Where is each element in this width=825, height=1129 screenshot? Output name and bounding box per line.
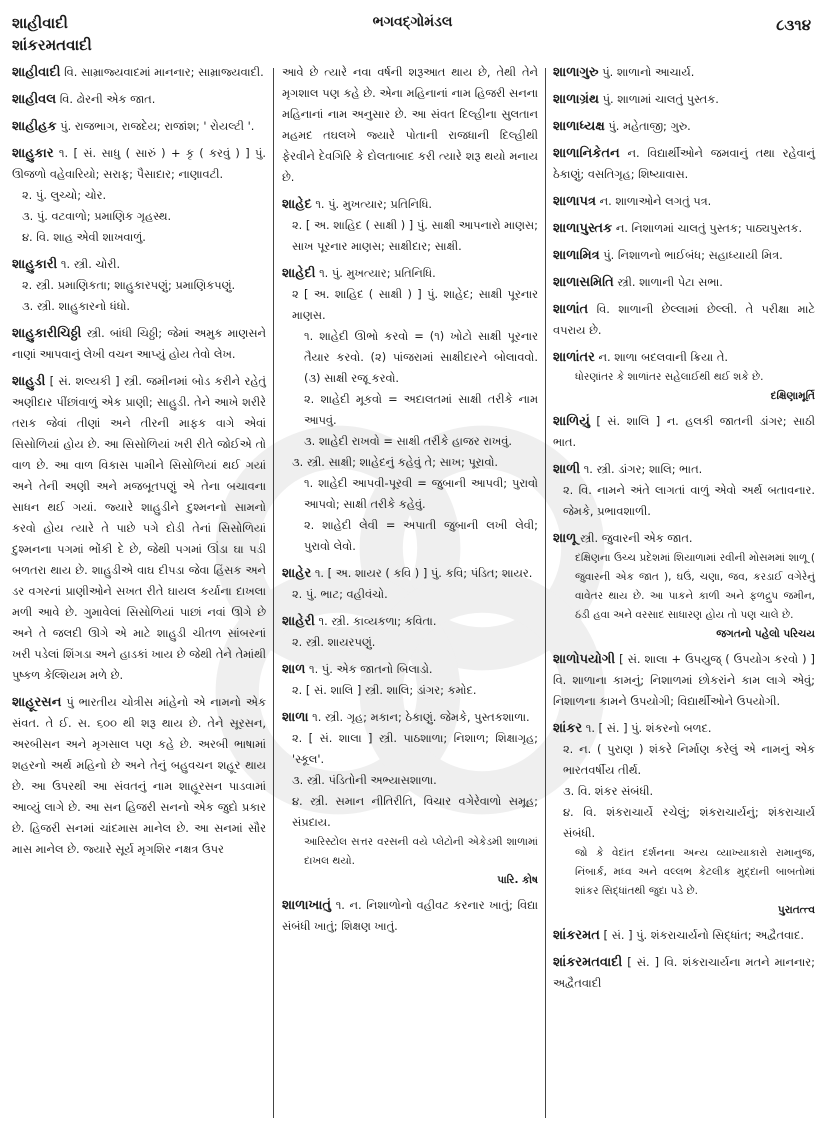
definition-text: ૧. ન. નિશાળોનો વહીવટ કરનાર ખાતું; વિદ્યા સંબંધી ખાતું; શિક્ષણ ખાતું. — [282, 898, 539, 933]
headword: શાળાપત્ર — [553, 194, 596, 209]
dictionary-entry — [282, 62, 538, 188]
headword: શાળાગુરુ — [553, 65, 599, 80]
headword: શાંકર — [553, 721, 583, 736]
dictionary-entry — [553, 925, 815, 946]
page-number: ૮૩૧૪ — [776, 16, 811, 34]
definition-text: સ્ત્રી. જુવારની એક જાત. — [579, 531, 693, 545]
definition-text: ૧. પું. મુખત્યાર; પ્રતિનિધિ. — [319, 266, 436, 280]
sense-text: ૨ [ અ. શાહિદ ( સાક્ષી ) ] પું. શાહેદ; સાક્ષી પૂરનાર માણસ. — [292, 287, 538, 322]
headword: શાહીવલ — [12, 92, 57, 107]
definition-text: ૧. [ અ. શાયર ( કવિ ) ] પું. કવિ; પંડિત; શાયર. — [314, 566, 533, 580]
headword: શાહીવાદી — [12, 65, 61, 80]
quote-source: જગતનો પહેલો પરિચય — [716, 628, 815, 640]
sense-text: ૨. [ સં. શાલિ ] સ્ત્રી. શાલિ; ડાંગર; કમોદ. — [292, 683, 477, 697]
dictionary-columns — [0, 62, 825, 1129]
dictionary-entry — [553, 299, 815, 341]
headword: શાળા — [282, 710, 309, 725]
sense-text: ૨. વિ. નામને અંતે લાગતાં વાળું એવો અર્થ બતાવનાર. જેમકે, પ્રભાવશાળી. — [563, 483, 815, 518]
dictionary-entry — [282, 707, 538, 889]
definition-text: ૧. પું. મુખત્યાર; પ્રતિનિધિ. — [315, 197, 433, 211]
sense-text: ૨. પું. લુચ્ચો; ચોર. — [22, 188, 107, 202]
dictionary-entry — [282, 194, 538, 257]
headword: શાળોપયોગી — [553, 652, 616, 667]
column-left — [12, 62, 266, 866]
sense-text: ૩. વિ. શંકર સંબંધી. — [563, 784, 654, 798]
idiom-text: ૧. શાહેદી આપવી-પૂરવી = જુબાની આપવી; પુરાવો આપવો; સાક્ષી તરીકે કહેવું. — [304, 476, 538, 511]
idiom-text: ૧. શાહેદી ઊભો કરવો = (૧) ખોટો સાક્ષી પૂરનાર તૈયાર કરવો. (૨) પાંજરામાં સાક્ષીદારને બોલાવવો. (૩) સાક્ષી રજૂ કરવો. — [304, 329, 538, 385]
definition-text: વિ. ઢોરની એક જાત. — [59, 92, 156, 106]
definition-text: [ સં. ] વિ. શંકરાચાર્યના મતને માનનાર; અદ્વૈતવાદી — [553, 955, 816, 990]
definition-text: સ્ત્રી. શાળાની પેટા સભા. — [617, 275, 723, 289]
dictionary-entry — [282, 895, 538, 937]
definition-text: ન. શાળા બદલવાની ક્રિયા તે. — [598, 350, 729, 364]
dictionary-entry — [12, 89, 266, 110]
sense-text: ૨. [ સં. શાલા ] સ્ત્રી. પાઠશાળા; નિશાળ; શિક્ષાગૃહ; 'સ્કૂલ'. — [292, 731, 538, 766]
dictionary-entry — [282, 263, 538, 557]
quote-source: પારિ. કોષ — [497, 874, 538, 886]
headword: શાળાપુસ્તક — [553, 221, 613, 236]
sense-text: ૩. સ્ત્રી. શાહુકારનો ધંધો. — [22, 299, 131, 313]
sense-text: ૪. સ્ત્રી. સમાન નીતિરીતિ, વિચાર વગેરેવાળો સમૂહ; સંપ્રદાય. — [292, 794, 538, 829]
definition-text: વિ. સામ્રાજ્યવાદમાં માનનાર; સામ્રાજ્યવાદી. — [64, 65, 264, 79]
dictionary-entry — [553, 62, 815, 83]
dictionary-entry — [282, 563, 538, 605]
dictionary-entry — [553, 143, 815, 185]
dictionary-entry — [12, 692, 266, 860]
definition-text: ૧. [ સં. ] પું. શંકરનો બળદ. — [585, 721, 712, 735]
dictionary-entry — [553, 718, 815, 919]
dictionary-entry — [12, 323, 266, 365]
headword: શાહુકારી — [12, 257, 58, 272]
headword: શાહેરી — [282, 614, 315, 629]
dictionary-entry — [553, 89, 815, 110]
headword: શાળૂ — [553, 531, 577, 546]
sense-text: ૩. સ્ત્રી. પંડિતોની અભ્યાસશાળા. — [292, 773, 437, 787]
definition-text: ૧. સ્ત્રી. ગૃહ; મકાન; ઠેકાણું. જેમકે, પુસ્તકશાળા. — [312, 710, 530, 724]
definition-text: સ્ત્રી. બાંધી ચિઠ્ઠી; જેમાં અમુક માણસને નાણાં આપવાનું લેખી વચન આપ્યું હોય તેવો લેખ. — [12, 326, 267, 361]
headword: શાહુકારીચિઠ્ઠી — [12, 326, 82, 341]
usage-quote: આરિસ્ટોલ સત્તર વરસની વયે પ્લેટોની એકેડમી શાળામાં દાખલ થયો. — [304, 836, 538, 867]
dictionary-entry — [553, 272, 815, 293]
dictionary-entry — [12, 143, 266, 248]
dictionary-entry — [553, 245, 815, 266]
definition-text: પું. મહેતાજી; ગુરુ. — [608, 119, 691, 133]
dictionary-entry — [553, 191, 815, 212]
headword: શાળી — [553, 462, 581, 477]
headword: શાહેદી — [282, 266, 316, 281]
definition-text: [ સં. શાલા + ઉપયુજ્ ( ઉપયોગ કરવો ) ] વિ. શાળાના કામનું; નિશાળમાં છોકરાંને કામ લાગે એવું; નિશાળના કામને ઉપયોગી; વિદ્યાર્થીઓને ઉપયોગી. — [553, 652, 815, 708]
definition-text: પું. રાજભાગ, રાજદેય; રાજાંશ; ' રોયલ્ટી '. — [60, 119, 255, 133]
headword: શાળાખાતું — [282, 898, 332, 913]
sense-text: ૨. ન. ( પુરાણ ) શંકરે નિર્માણ કરેલું એ નામનું એક ભારતવર્ષીય તીર્થ. — [563, 742, 815, 777]
definition-text: આવે છે ત્યારે નવા વર્ષની શરૂઆત થાય છે, તેથી તેને મૃગશાલ પણ કહે છે. એના મહિનાનાં નામ હિજરી સનના મહિનાનાં નામ અનુસાર છે. આ સંવત દિલ્હીના સુલતાન મહમદ તઘલખે જ્યારે પોતાની રાજધાની દિલ્હીથી ફેરવીને દેવગિરિ કે દોલતાબાદ કરી ત્યારે શરૂ થયો મનાય છે. — [282, 65, 538, 184]
dictionary-entry — [12, 371, 266, 686]
definition-text: પું. શાળામાં ચાલતું પુસ્તક. — [602, 92, 719, 106]
sense-text: ૩. સ્ત્રી. સાક્ષી; શાહેદનું કહેવું તે; સાખ; પૂરાવો. — [292, 455, 499, 469]
definition-text: ન. વિદ્યાર્થીઓને જમવાનું તથા રહેવાનું ઠેકાણું; વસતિગૃહ; શિષ્યાવાસ. — [553, 146, 815, 181]
headword: શાહુકાર — [12, 146, 54, 161]
headword: શાંકરમત — [553, 928, 600, 943]
idiom-text: ૨. શાહેદી મૂકવો = અદાલતમાં સાક્ષી તરીકે નામ આપવું. — [304, 392, 538, 427]
sense-text: ૪. વિ. શાહ એવી શાખવાળું. — [22, 230, 146, 244]
usage-quote: જો કે વેદાંત દર્શનના અન્ય વ્યાખ્યાકારો રામાનુજ, નિંબાર્ક, મધ્વ અને વલ્લભ કેટલીક મુદ્દાની બાબતોમાં શાંકર સિદ્ધાંતથી જુદા પડે છે. — [575, 847, 815, 897]
dictionary-entry — [12, 116, 266, 137]
guide-word-last: શાંકરમતવાદી — [12, 36, 92, 54]
dictionary-entry — [553, 649, 815, 712]
dictionary-entry — [553, 347, 815, 405]
idiom-text: ૩. શાહેદી રાખવો = સાક્ષી તરીકે હાજર રાખવું. — [304, 434, 512, 448]
dictionary-entry — [12, 62, 266, 83]
column-divider — [273, 68, 274, 1118]
definition-text: [ સં. શાલિ ] ન. હલકી જાતની ડાંગર; સાઠી ભાત. — [553, 414, 815, 449]
column-right — [553, 62, 815, 1000]
headword: શાહુડી — [12, 374, 46, 389]
dictionary-entry — [553, 218, 815, 239]
definition-text: પું. નિશાળનો ભાઈબંધ; સહાધ્યાયી મિત્ર. — [603, 248, 783, 262]
headword: શાળાંતર — [553, 350, 595, 365]
sense-text: ૨. પું. ભાટ; વહીવંચો. — [292, 587, 388, 601]
definition-text: પું ભારતીય ચોત્રીસ માંહેનો એ નામનો એક સંવત. તે ઈ. સ. ૬૦૦ થી શરૂ થાય છે. તેને સૂરસન, અરબીસન અને મૃગસાલ પણ કહે છે. અરબી ભાષામાં શહરનો અર્થ મહિનો છે અને તેનું બહુવચન શહૂર થાય છે. આ ઉપરથી આ સંવતનું નામ શાહૂરસન પાડવામાં આવ્યું લાગે છે. આ સન હિજરી સનનો એક જુદો પ્રકાર છે. હિજરી સનમાં ચાંદમાસ માનેલ છે. આ સનમાં સૌર માસ માનેલ છે. જ્યારે સૂર્ય મૃગશિર નક્ષત્ર ઉપર — [12, 695, 266, 856]
headword: શાળાનિકેતન — [553, 146, 620, 161]
definition-text: ૧. પું. એક જાતનો બિલાડો. — [308, 662, 433, 676]
column-divider — [545, 68, 546, 1118]
dictionary-title: ભગવદ્ગોમંડલ — [372, 14, 453, 30]
definition-text: પું. શાળાનો આચાર્ય. — [602, 65, 695, 79]
definition-text: [ સં. ] પું. શંકરાચાર્યનો સિદ્ધાંત; અદ્વૈતવાદ. — [603, 928, 804, 942]
quote-source: દક્ષિણામૂર્તિ — [770, 390, 815, 402]
dictionary-entry — [282, 611, 538, 653]
sense-text: ૨. સ્ત્રી. પ્રમાણિકતા; શાહુકારપણું; પ્રમાણિકપણું. — [22, 278, 236, 292]
guide-word-first: શાહીવાદી — [12, 14, 68, 32]
headword: શાળિયું — [553, 414, 590, 429]
sense-text: ૨. સ્ત્રી. શાયરપણું. — [292, 635, 376, 649]
dictionary-entry — [553, 459, 815, 522]
dictionary-entry — [553, 411, 815, 453]
definition-text: ૧. સ્ત્રી. ચોરી. — [60, 257, 121, 271]
definition-text: [ સં. શલ્યકી ] સ્ત્રી. જમીનમાં બોડ કરીને રહેતું અણીદાર પીંછાંવાળું એક પ્રાણી; સાહુડી. તેને આખે શરીરે તરાક જેવાં તીણાં અને તીરની માફક વાગે એવાં સિસોળિયાં હોય છે. આ સિસોળિયાં ખરી રીતે જોઈએ તો વાળ છે. આ વાળ વિકાસ પામીને સિસોળિયાં થઈ ગયાં અને તેની અણી અને મજબૂતપણું એ તેના બચાવના સાધન થઈ ગયાં. જ્યારે શાહુડીને દુશ્મનનો સામનો કરવો હોય ત્યારે તે પાછે પગે દોડી તેનાં સિસોળિયાં દુશ્મનના પગમાં ભોંકી દે છે, જેથી પગમાં ઊંડા ઘા પડી બળતરા થાય છે. શાહુડીએ વાઘ દીપડા જેવા હિંસક અને ડર વગરનાં પ્રાણીઓને સખત રીતે ઘાયલ કર્યાના દાખલા મળી આવે છે. ગુમાવેલાં સિસોળિયાં પાછાં નવાં ઊગે છે અને તે જલદી ઊગે એ માટે શાહુડી ચીતળ સાંબરનાં ખરી પડેલાં શિંગડા અને હાડકાં ખાય છે જેથી તેને તેમાંથી પુષ્કળ કેલ્શિયમ મળે છે. — [12, 374, 266, 682]
dictionary-entry — [553, 116, 815, 137]
headword: શાળ — [282, 662, 306, 677]
dictionary-entry — [553, 528, 815, 643]
headword: શાળામિત્ર — [553, 248, 600, 263]
page-header — [0, 0, 825, 60]
definition-text: ન. શાળાઓને લગતું પત્ર. — [599, 194, 712, 208]
dictionary-entry — [282, 659, 538, 701]
definition-text: ૧. સ્ત્રી. ડાંગર; શાલિ; ભાત. — [583, 462, 703, 476]
column-middle — [282, 62, 538, 943]
usage-quote: દક્ષિણના ઉચ્ચ પ્રદેશમાં શિયાળામાં રવીની મોસમમાં શાળૂ ( જુવારની એક જાત ), ઘઉં, ચણા, જવ, કરડાઈ વગેરેનું વાવેતર થાય છે. આ પાકને કાળી અને ફળદ્રુપ જમીન, ઠંડી હવા અને વરસાદ સાધારણ હોય તો પણ ચાલે છે. — [575, 552, 815, 621]
headword: શાળાસમિતિ — [553, 275, 614, 290]
headword: શાળાધ્યક્ષ — [553, 119, 605, 134]
headword: શાળાગ્રંથ — [553, 92, 599, 107]
sense-text: ૨. [ અ. શાહિદ ( સાક્ષી ) ] પું. સાક્ષી આપનારો માણસ; સાખ પૂરનાર માણસ; સાક્ષીદાર; સાક્ષી. — [292, 218, 538, 253]
definition-text: વિ. શાળાની છેલ્લામાં છેલ્લી. તે પરીક્ષા માટે વપરાય છે. — [553, 302, 815, 337]
definition-text: ન. નિશાળમાં ચાલતું પુસ્તક; પાઠ્યપુસ્તક. — [615, 221, 803, 235]
headword: શાહૂરસન — [12, 695, 62, 710]
quote-source: પુરાતત્ત્વ — [777, 904, 815, 916]
headword: શાહેદ — [282, 197, 312, 212]
dictionary-entry — [553, 952, 815, 994]
headword: શાહીહક — [12, 119, 57, 134]
headword: શાહેર — [282, 566, 312, 581]
usage-quote: ધોરણાંતર કે શાળાંતર સહેલાઈથી થઈ શકે છે. — [575, 371, 764, 383]
sense-text: ૪. વિ. શંકરાચાર્યે રચેલું; શંકરાચાર્યનું; શંકરાચાર્ય સંબંધી. — [563, 805, 815, 840]
dictionary-entry — [12, 254, 266, 317]
idiom-text: ૨. શાહેદી લેવી = અપાતી જુબાની લખી લેવી; પુરાવો લેવો. — [304, 518, 538, 553]
definition-text: ૧. [ સં. સાધુ ( સારું ) + કૃ ( કરવું ) ] પું. ઊજળો વહેવારિયો; સરાફ; પૈસાદાર; નાણાવટી. — [12, 146, 266, 181]
headword: શાળાંત — [553, 302, 589, 317]
definition-text: ૧. સ્ત્રી. કાવ્યકળા; કવિતા. — [318, 614, 437, 628]
headword: શાંકરમતવાદી — [553, 955, 623, 970]
sense-text: ૩. પું. વટવાળો; પ્રમાણિક ગૃહસ્થ. — [22, 209, 172, 223]
